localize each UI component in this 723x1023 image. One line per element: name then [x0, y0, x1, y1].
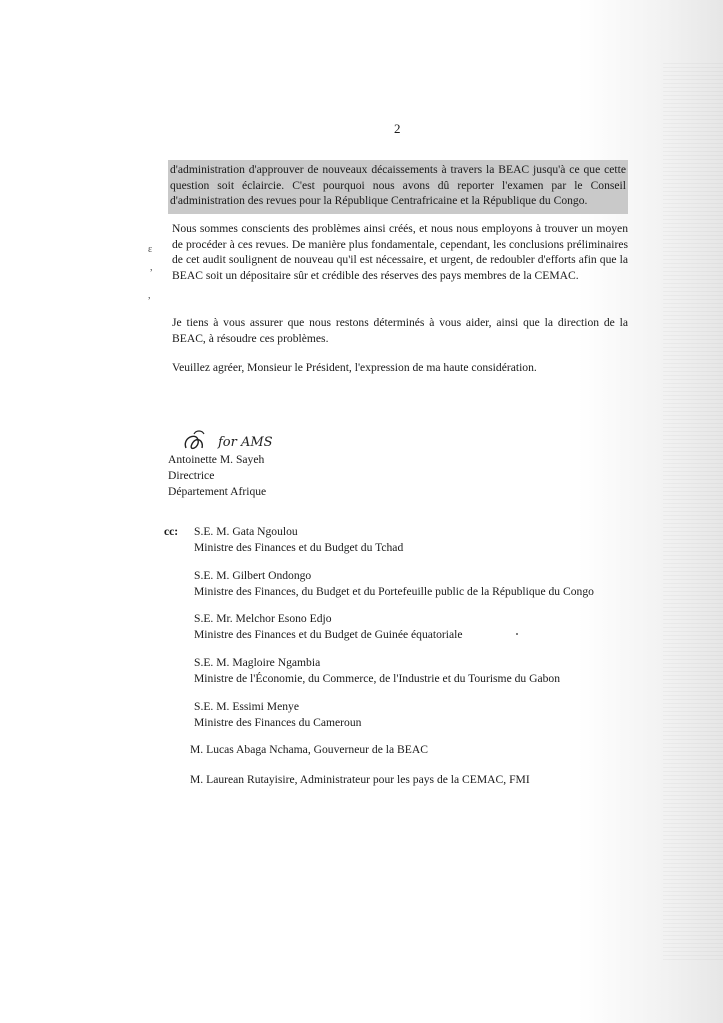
- scan-shading: [663, 60, 723, 960]
- signature-initials: for AMS: [218, 435, 273, 450]
- page-number: 2: [394, 121, 401, 136]
- cc-recipient: [194, 568, 594, 600]
- signatory-title: Directrice: [168, 469, 215, 482]
- cc-recipient-name: S.E. M. Essimi Menye: [194, 700, 299, 713]
- signature-block: [168, 452, 266, 500]
- cc-recipient-role: Ministre des Finances du Cameroun: [194, 716, 362, 729]
- cc-recipient-role: Ministre de l'Économie, du Commerce, de l'Industrie et du Tourisme du Gabon: [194, 672, 561, 685]
- cc-recipient-role: Ministre des Finances et du Budget du Tchad: [194, 541, 404, 554]
- signatory-name: Antoinette M. Sayeh: [168, 453, 265, 466]
- paragraph-highlighted: d'administration d'approuver de nouveaux décaissements à travers la BEAC jusqu'à ce que cette question soit éclaircie. C'est pourquoi nous avons dû reporter l'examen par le Conseil d'administration des revues pour la République Centrafricaine et la République du Congo.: [168, 160, 628, 214]
- scan-speck: [516, 633, 518, 635]
- margin-mark: ɛ: [148, 244, 153, 255]
- cc-recipient-name: S.E. Mr. Melchor Esono Edjo: [194, 612, 332, 625]
- cc-recipient: [194, 524, 403, 556]
- cc-recipient-role: Ministre des Finances, du Budget et du Portefeuille public de la République du Congo: [194, 585, 594, 598]
- cc-recipient-name: S.E. M. Magloire Ngambia: [194, 656, 321, 669]
- cc-recipient-name: S.E. M. Gata Ngoulou: [194, 525, 298, 538]
- paragraph-3: Je tiens à vous assurer que nous restons déterminés à vous aider, ainsi que la direction de la BEAC, à résoudre ces problèmes.: [172, 316, 628, 345]
- paragraph-2: Nous sommes conscients des problèmes ainsi créés, et nous nous employons à trouver un moyen de procéder à ces revues. De manière plus fondamentale, cependant, les conclusions préliminaires de cet audit soulignent de nouveau qu'il est nécessaire, et urgent, de redoubler d'efforts afin que la BEAC soit un dépositaire sûr et crédible des réserves des pays membres de la CEMAC.: [172, 222, 628, 282]
- cc-recipient: [194, 699, 361, 731]
- cc-label: cc:: [164, 525, 179, 538]
- cc-recipient: [194, 611, 463, 643]
- margin-mark: ,: [150, 262, 153, 273]
- paragraph-4: Veuillez agréer, Monsieur le Président, l'expression de ma haute considération.: [172, 361, 537, 374]
- cc-recipient-name: S.E. M. Gilbert Ondongo: [194, 569, 312, 582]
- cc-recipient-role: Ministre des Finances et du Budget de Guinée équatoriale: [194, 628, 463, 641]
- signatory-department: Département Afrique: [168, 485, 267, 498]
- cc-recipient: [194, 655, 560, 687]
- cc-recipient-governor: M. Lucas Abaga Nchama, Gouverneur de la BEAC: [190, 743, 428, 756]
- margin-mark: ,: [148, 290, 151, 301]
- cc-recipient-administrator: M. Laurean Rutayisire, Administrateur pour les pays de la CEMAC, FMI: [190, 773, 530, 786]
